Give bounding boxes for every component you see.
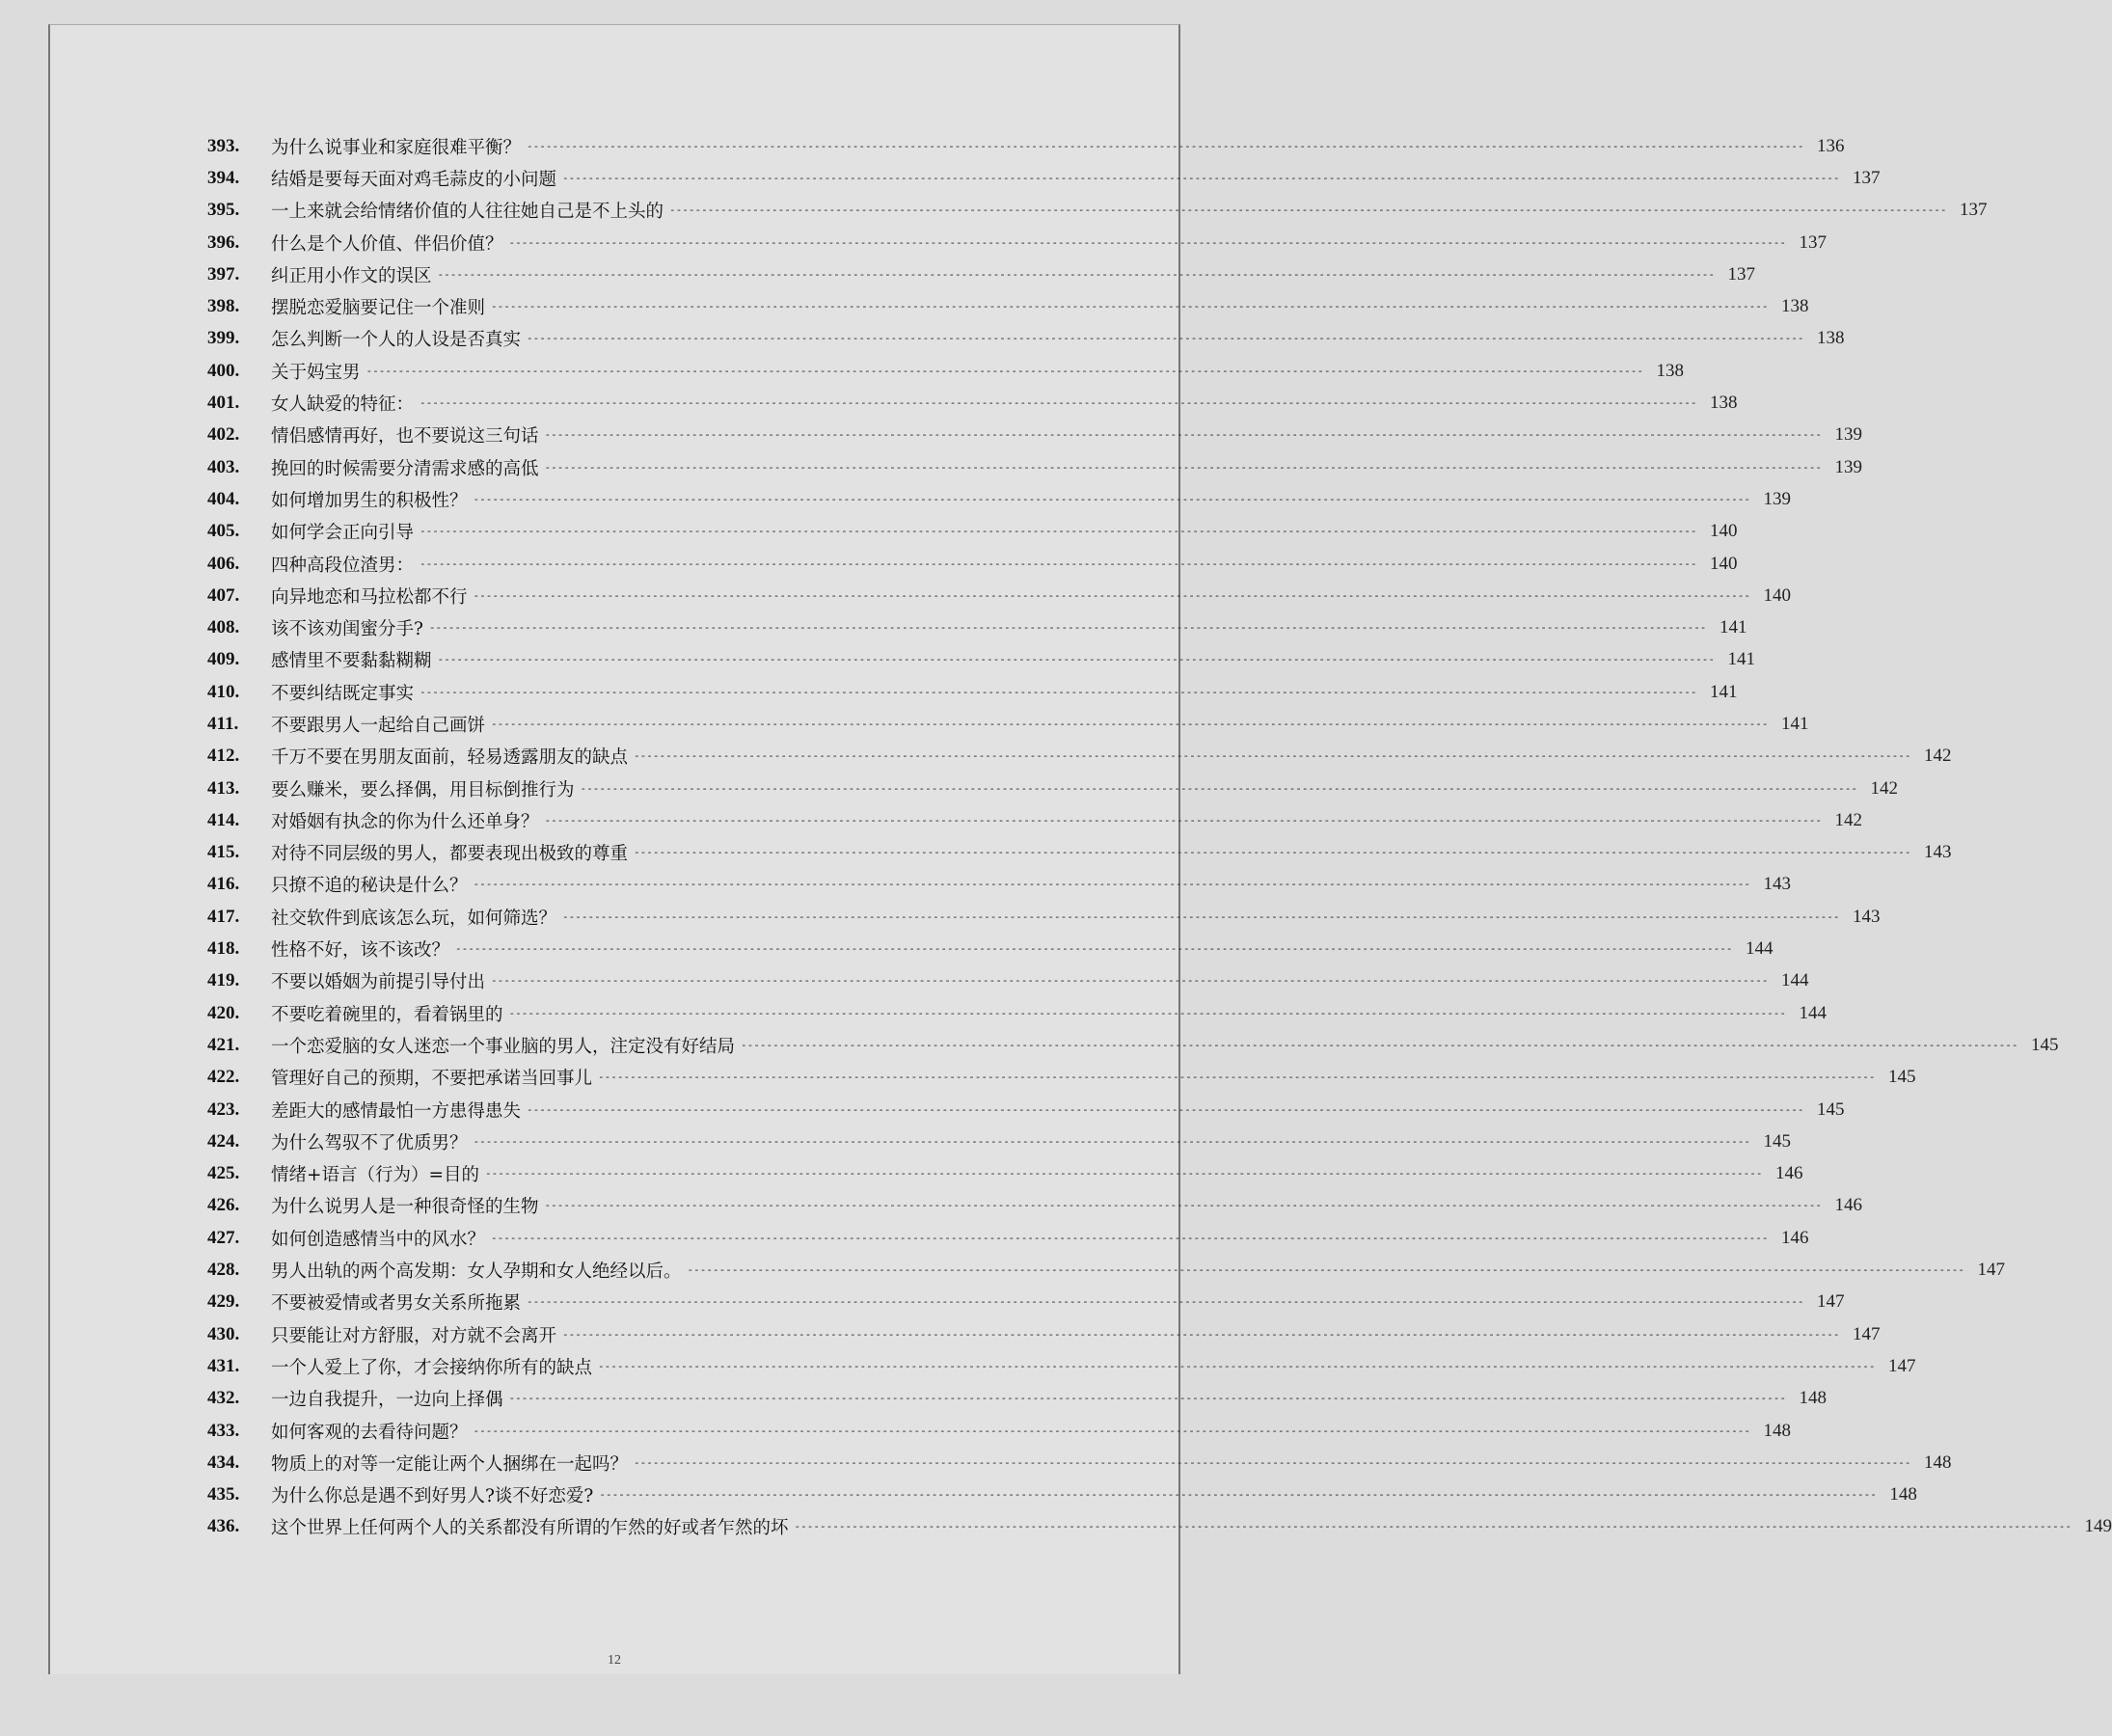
toc-entry[interactable] <box>207 1511 2112 1543</box>
toc-entry-page: 144 <box>1799 1002 1828 1023</box>
toc-entry-page: 139 <box>1834 456 1863 477</box>
toc-entry-number: 434. <box>207 1451 240 1473</box>
toc-entry-number: 412. <box>207 746 240 767</box>
toc-entry-page: 139 <box>1763 488 1792 509</box>
toc-entry-title: 为什么说事业和家庭很难平衡？ <box>271 137 522 158</box>
toc-leader-dashes: -------------------------------------------------------------------------------------------------------------------------------------------------------------------------------------------------------- <box>420 396 1697 410</box>
toc-entry-page: 146 <box>1775 1163 1803 1184</box>
toc-entry-number: 416. <box>207 874 240 895</box>
toc-entry[interactable] <box>207 420 1863 451</box>
toc-entry-title: 社交软件到底该怎么玩，如何筛选？ <box>271 908 557 929</box>
toc-entry-title: 要么赚米，要么择偶，用目标倒推行为 <box>271 779 575 800</box>
toc-entry-title: 挽回的时候需要分清需求感的高低 <box>271 458 539 479</box>
toc-entry-page: 148 <box>1799 1388 1828 1409</box>
toc-leader-dashes: -------------------------------------------------------------------------------------------------------------------------------------------------------------------------------------------------------- <box>420 556 1697 570</box>
toc-entry[interactable] <box>207 1222 1809 1254</box>
toc-entry-page: 144 <box>1781 970 1809 991</box>
toc-entry-number: 423. <box>207 1099 240 1120</box>
toc-entry-page: 142 <box>1834 809 1863 830</box>
toc-entry[interactable] <box>207 580 1792 611</box>
toc-entry-page: 141 <box>1719 617 1747 638</box>
toc-leader-dashes: -------------------------------------------------------------------------------------------------------------------------------------------------------------------------------------------------------- <box>598 1071 1876 1084</box>
toc-entry[interactable] <box>207 965 1809 997</box>
toc-entry[interactable] <box>207 130 1845 162</box>
toc-entry[interactable] <box>207 1478 1917 1510</box>
toc-entry[interactable] <box>207 804 1863 836</box>
toc-entry[interactable] <box>207 290 1809 322</box>
toc-entry-number: 414. <box>207 809 240 830</box>
toc-entry[interactable] <box>207 195 1988 227</box>
toc-leader-dashes: -------------------------------------------------------------------------------------------------------------------------------------------------------------------------------------------------------- <box>455 942 1733 956</box>
toc-entry-page: 137 <box>1853 167 1881 188</box>
toc-entry-title: 不要被爱情或者男女关系所拖累 <box>271 1293 522 1315</box>
toc-leader-dashes: -------------------------------------------------------------------------------------------------------------------------------------------------------------------------------------------------------- <box>420 525 1697 538</box>
toc-entry-page: 145 <box>1888 1067 1916 1088</box>
toc-entry-page: 143 <box>1853 906 1881 927</box>
toc-leader-dashes: -------------------------------------------------------------------------------------------------------------------------------------------------------------------------------------------------------- <box>687 1263 1965 1277</box>
toc-entry[interactable] <box>207 708 1809 740</box>
toc-entry-page: 140 <box>1763 584 1792 606</box>
toc-entry-title: 关于妈宝男 <box>271 362 361 383</box>
toc-leader-dashes: -------------------------------------------------------------------------------------------------------------------------------------------------------------------------------------------------------- <box>634 846 1911 859</box>
toc-entry-number: 419. <box>207 970 240 991</box>
toc-leader-dashes: -------------------------------------------------------------------------------------------------------------------------------------------------------------------------------------------------------- <box>527 1102 1804 1116</box>
toc-entry-number: 395. <box>207 200 240 221</box>
toc-entry-number: 400. <box>207 360 240 381</box>
toc-entry-number: 394. <box>207 167 240 188</box>
toc-entry[interactable] <box>207 387 1738 419</box>
toc-entry[interactable] <box>207 837 1952 869</box>
toc-entry-title: 一边自我提升，一边向上择偶 <box>271 1390 503 1411</box>
toc-leader-dashes: -------------------------------------------------------------------------------------------------------------------------------------------------------------------------------------------------------- <box>420 685 1697 698</box>
toc-leader-dashes: -------------------------------------------------------------------------------------------------------------------------------------------------------------------------------------------------------- <box>580 781 1858 795</box>
toc-entry-title: 一上来就会给情绪价值的人往往她自己是不上头的 <box>271 202 664 223</box>
toc-leader-dashes: -------------------------------------------------------------------------------------------------------------------------------------------------------------------------------------------------------- <box>794 1520 2072 1533</box>
toc-entry[interactable] <box>207 1350 1916 1382</box>
toc-entry-page: 139 <box>1834 424 1863 446</box>
toc-entry[interactable] <box>207 258 1756 290</box>
toc-entry-page: 144 <box>1746 938 1774 960</box>
toc-entry-page: 137 <box>1960 200 1988 221</box>
toc-leader-dashes: -------------------------------------------------------------------------------------------------------------------------------------------------------------------------------------------------------- <box>473 588 1751 602</box>
toc-entry-title: 情绪+语言（行为）=目的 <box>271 1165 480 1186</box>
toc-entry-title: 什么是个人价值、伴侣价值？ <box>271 233 503 255</box>
toc-entry-number: 415. <box>207 842 240 863</box>
toc-entry-number: 435. <box>207 1484 240 1505</box>
toc-entry-number: 431. <box>207 1355 240 1376</box>
toc-entry-number: 420. <box>207 1002 240 1023</box>
toc-leader-dashes: -------------------------------------------------------------------------------------------------------------------------------------------------------------------------------------------------------- <box>508 1392 1787 1405</box>
toc-leader-dashes: -------------------------------------------------------------------------------------------------------------------------------------------------------------------------------------------------------- <box>473 1134 1751 1148</box>
toc-entry-title: 向异地恋和马拉松都不行 <box>271 586 468 608</box>
toc-entry[interactable] <box>207 323 1845 355</box>
toc-entry[interactable] <box>207 548 1738 580</box>
toc-entry-title: 结婚是要每天面对鸡毛蒜皮的小问题 <box>271 169 557 190</box>
toc-leader-dashes: -------------------------------------------------------------------------------------------------------------------------------------------------------------------------------------------------------- <box>544 1199 1823 1212</box>
toc-entry-number: 429. <box>207 1291 240 1313</box>
toc-entry-page: 147 <box>1977 1260 2006 1281</box>
toc-entry-number: 396. <box>207 231 240 253</box>
toc-entry-page: 137 <box>1799 231 1828 253</box>
toc-entry-page: 146 <box>1834 1195 1863 1216</box>
toc-entry-page: 140 <box>1710 521 1738 542</box>
toc-entry-title: 物质上的对等一定能让两个人捆绑在一起吗？ <box>271 1453 629 1475</box>
toc-entry-page: 136 <box>1817 135 1845 156</box>
toc-entry-number: 404. <box>207 488 240 509</box>
toc-leader-dashes: -------------------------------------------------------------------------------------------------------------------------------------------------------------------------------------------------------- <box>544 813 1823 827</box>
toc-entry[interactable] <box>207 355 1685 387</box>
toc-entry-number: 393. <box>207 135 240 156</box>
toc-entry-page: 147 <box>1853 1323 1881 1344</box>
toc-entry-number: 418. <box>207 938 240 960</box>
toc-entry[interactable] <box>207 1318 1881 1350</box>
toc-entry-page: 138 <box>1656 360 1685 381</box>
toc-entry-number: 405. <box>207 521 240 542</box>
toc-leader-dashes: -------------------------------------------------------------------------------------------------------------------------------------------------------------------------------------------------------- <box>473 878 1751 891</box>
toc-entry[interactable] <box>207 1062 1916 1094</box>
toc-entry[interactable] <box>207 741 1952 773</box>
page-number: 12 <box>608 1653 621 1668</box>
toc-entry-number: 399. <box>207 328 240 349</box>
toc-entry[interactable] <box>207 1415 1792 1447</box>
toc-entry[interactable] <box>207 1190 1863 1222</box>
toc-entry-page: 138 <box>1781 296 1809 317</box>
toc-entry-title: 感情里不要黏黏糊糊 <box>271 651 432 672</box>
toc-leader-dashes: -------------------------------------------------------------------------------------------------------------------------------------------------------------------------------------------------------- <box>508 235 1787 249</box>
toc-entry-title: 不要纠结既定事实 <box>271 683 415 704</box>
toc-leader-dashes: -------------------------------------------------------------------------------------------------------------------------------------------------------------------------------------------------------- <box>437 653 1716 666</box>
toc-entry[interactable] <box>207 483 1792 515</box>
toc-entry-number: 421. <box>207 1034 240 1055</box>
toc-entry-number: 406. <box>207 553 240 574</box>
toc-leader-dashes: -------------------------------------------------------------------------------------------------------------------------------------------------------------------------------------------------------- <box>634 1455 1911 1469</box>
toc-entry-number: 413. <box>207 777 240 799</box>
toc-entry[interactable] <box>207 933 1774 964</box>
toc-entry-title: 如何创造感情当中的风水？ <box>271 1229 486 1250</box>
toc-leader-dashes: -------------------------------------------------------------------------------------------------------------------------------------------------------------------------------------------------------- <box>562 171 1840 184</box>
document-page <box>48 24 2112 1674</box>
toc-entry-title: 该不该劝闺蜜分手? <box>271 619 423 640</box>
toc-entry-number: 430. <box>207 1323 240 1344</box>
toc-entry-number: 403. <box>207 456 240 477</box>
toc-entry-title: 为什么你总是遇不到好男人?谈不好恋爱? <box>271 1486 594 1507</box>
toc-entry-title: 如何增加男生的积极性？ <box>271 490 468 511</box>
toc-entry-page: 143 <box>1924 842 1952 863</box>
toc-entry-page: 146 <box>1781 1227 1809 1248</box>
toc-entry-title: 这个世界上任何两个人的关系都没有所谓的乍然的好或者乍然的坏 <box>271 1518 789 1539</box>
toc-leader-dashes: -------------------------------------------------------------------------------------------------------------------------------------------------------------------------------------------------------- <box>544 460 1823 474</box>
toc-entry-page: 149 <box>2084 1516 2112 1537</box>
toc-entry-title: 管理好自己的预期，不要把承诺当回事儿 <box>271 1069 593 1090</box>
toc-entry[interactable] <box>207 227 1828 258</box>
toc-leader-dashes: -------------------------------------------------------------------------------------------------------------------------------------------------------------------------------------------------------- <box>741 1038 2018 1051</box>
toc-entry-page: 141 <box>1781 713 1809 734</box>
toc-entry-title: 情侣感情再好，也不要说这三句话 <box>271 426 539 448</box>
toc-entry[interactable] <box>207 644 1756 676</box>
toc-entry-title: 只撩不追的秘诀是什么？ <box>271 876 468 897</box>
toc-entry-title: 性格不好，该不该改？ <box>271 940 450 962</box>
toc-entry-page: 145 <box>2031 1034 2059 1055</box>
toc-entry-title: 为什么驾驭不了优质男？ <box>271 1132 468 1153</box>
toc-entry-title: 纠正用小作文的误区 <box>271 265 432 286</box>
toc-leader-dashes: -------------------------------------------------------------------------------------------------------------------------------------------------------------------------------------------------------- <box>599 1488 1877 1502</box>
toc-entry[interactable] <box>207 451 1863 483</box>
toc-entry[interactable] <box>207 869 1792 901</box>
toc-entry-title: 对待不同层级的男人，都要表现出极致的尊重 <box>271 844 629 865</box>
toc-entry-number: 402. <box>207 424 240 446</box>
toc-entry-number: 436. <box>207 1516 240 1537</box>
toc-entry-number: 428. <box>207 1260 240 1281</box>
toc-entry-title: 女人缺爱的特征： <box>271 394 415 416</box>
toc-leader-dashes: -------------------------------------------------------------------------------------------------------------------------------------------------------------------------------------------------------- <box>562 909 1840 923</box>
toc-entry-number: 427. <box>207 1227 240 1248</box>
toc-entry-title: 为什么说男人是一种很奇怪的生物 <box>271 1197 539 1218</box>
toc-entry-title: 差距大的感情最怕一方患得患失 <box>271 1100 522 1122</box>
toc-leader-dashes: -------------------------------------------------------------------------------------------------------------------------------------------------------------------------------------------------------- <box>491 1231 1769 1244</box>
toc-entry-number: 411. <box>207 713 239 734</box>
table-of-contents <box>207 130 2112 1543</box>
toc-entry-number: 417. <box>207 906 240 927</box>
toc-entry-page: 138 <box>1817 328 1845 349</box>
toc-entry-page: 143 <box>1763 874 1792 895</box>
toc-entry[interactable] <box>207 676 1738 708</box>
toc-entry-number: 432. <box>207 1388 240 1409</box>
toc-entry-page: 142 <box>1870 777 1899 799</box>
toc-entry-number: 398. <box>207 296 240 317</box>
toc-entry[interactable] <box>207 773 1899 804</box>
toc-entry[interactable] <box>207 1158 1803 1190</box>
toc-entry-page: 148 <box>1924 1451 1952 1473</box>
toc-entry-title: 千万不要在男朋友面前，轻易透露朋友的缺点 <box>271 747 629 769</box>
toc-entry[interactable] <box>207 1094 1845 1126</box>
toc-entry-page: 148 <box>1763 1420 1792 1441</box>
toc-entry[interactable] <box>207 1383 1828 1415</box>
toc-entry-page: 141 <box>1710 681 1738 702</box>
toc-entry-page: 145 <box>1817 1099 1845 1120</box>
toc-entry-number: 433. <box>207 1420 240 1441</box>
toc-entry[interactable] <box>207 1287 1845 1318</box>
toc-entry-title: 摆脱恋爱脑要记住一个准则 <box>271 298 486 319</box>
toc-entry[interactable] <box>207 1029 2059 1061</box>
toc-leader-dashes: -------------------------------------------------------------------------------------------------------------------------------------------------------------------------------------------------------- <box>491 300 1769 313</box>
toc-leader-dashes: -------------------------------------------------------------------------------------------------------------------------------------------------------------------------------------------------------- <box>491 974 1769 988</box>
toc-entry-title: 一个恋爱脑的女人迷恋一个事业脑的男人，注定没有好结局 <box>271 1036 736 1057</box>
toc-leader-dashes: -------------------------------------------------------------------------------------------------------------------------------------------------------------------------------------------------------- <box>473 492 1751 505</box>
toc-entry-page: 145 <box>1763 1130 1792 1152</box>
toc-entry-number: 409. <box>207 649 240 670</box>
toc-entry-title: 不要跟男人一起给自己画饼 <box>271 715 486 736</box>
toc-entry-number: 424. <box>207 1130 240 1152</box>
toc-entry-page: 147 <box>1888 1355 1916 1376</box>
toc-leader-dashes: -------------------------------------------------------------------------------------------------------------------------------------------------------------------------------------------------------- <box>562 1327 1840 1341</box>
toc-entry-number: 426. <box>207 1195 240 1216</box>
toc-leader-dashes: -------------------------------------------------------------------------------------------------------------------------------------------------------------------------------------------------------- <box>544 428 1823 442</box>
toc-entry[interactable] <box>207 1447 1952 1478</box>
toc-entry-number: 401. <box>207 393 240 414</box>
toc-entry-page: 140 <box>1710 553 1738 574</box>
toc-entry-number: 422. <box>207 1067 240 1088</box>
toc-entry-title: 怎么判断一个人的人设是否真实 <box>271 330 522 351</box>
toc-leader-dashes: -------------------------------------------------------------------------------------------------------------------------------------------------------------------------------------------------------- <box>491 717 1769 730</box>
toc-entry-title: 一个人爱上了你，才会接纳你所有的缺点 <box>271 1357 593 1378</box>
toc-leader-dashes: -------------------------------------------------------------------------------------------------------------------------------------------------------------------------------------------------------- <box>527 139 1804 152</box>
toc-leader-dashes: -------------------------------------------------------------------------------------------------------------------------------------------------------------------------------------------------------- <box>437 267 1716 281</box>
toc-leader-dashes: -------------------------------------------------------------------------------------------------------------------------------------------------------------------------------------------------------- <box>428 621 1707 635</box>
toc-entry-number: 410. <box>207 681 240 702</box>
toc-entry-title: 如何学会正向引导 <box>271 523 415 544</box>
toc-entry-page: 142 <box>1924 746 1952 767</box>
toc-leader-dashes: -------------------------------------------------------------------------------------------------------------------------------------------------------------------------------------------------------- <box>634 749 1911 763</box>
toc-leader-dashes: -------------------------------------------------------------------------------------------------------------------------------------------------------------------------------------------------------- <box>527 332 1804 345</box>
toc-leader-dashes: -------------------------------------------------------------------------------------------------------------------------------------------------------------------------------------------------------- <box>473 1424 1751 1437</box>
toc-entry-title: 如何客观的去看待问题？ <box>271 1422 468 1443</box>
toc-entry[interactable] <box>207 1254 2006 1286</box>
toc-leader-dashes: -------------------------------------------------------------------------------------------------------------------------------------------------------------------------------------------------------- <box>598 1359 1876 1372</box>
toc-entry-number: 408. <box>207 617 240 638</box>
toc-entry[interactable] <box>207 611 1747 643</box>
toc-entry-page: 147 <box>1817 1291 1845 1313</box>
toc-entry[interactable] <box>207 1126 1792 1157</box>
toc-entry-number: 407. <box>207 584 240 606</box>
toc-entry-number: 397. <box>207 263 240 285</box>
toc-leader-dashes: -------------------------------------------------------------------------------------------------------------------------------------------------------------------------------------------------------- <box>366 364 1644 377</box>
toc-entry-page: 137 <box>1727 263 1756 285</box>
toc-entry-title: 不要吃着碗里的，看着锅里的 <box>271 1004 503 1025</box>
toc-entry[interactable] <box>207 997 1828 1029</box>
toc-leader-dashes: -------------------------------------------------------------------------------------------------------------------------------------------------------------------------------------------------------- <box>485 1167 1763 1180</box>
toc-leader-dashes: -------------------------------------------------------------------------------------------------------------------------------------------------------------------------------------------------------- <box>669 203 1947 217</box>
toc-entry-title: 四种高段位渣男： <box>271 555 415 576</box>
toc-entry-title: 男人出轨的两个高发期：女人孕期和女人绝经以后。 <box>271 1261 682 1283</box>
toc-entry[interactable] <box>207 901 1881 933</box>
toc-entry[interactable] <box>207 516 1738 548</box>
toc-entry-number: 425. <box>207 1163 240 1184</box>
toc-leader-dashes: -------------------------------------------------------------------------------------------------------------------------------------------------------------------------------------------------------- <box>527 1295 1804 1309</box>
toc-leader-dashes: -------------------------------------------------------------------------------------------------------------------------------------------------------------------------------------------------------- <box>508 1006 1787 1019</box>
toc-entry-title: 不要以婚姻为前提引导付出 <box>271 972 486 993</box>
toc-entry-page: 148 <box>1889 1484 1917 1505</box>
toc-entry-title: 只要能让对方舒服，对方就不会离开 <box>271 1325 557 1346</box>
toc-entry-title: 对婚姻有执念的你为什么还单身？ <box>271 811 539 832</box>
toc-entry[interactable] <box>207 162 1881 194</box>
toc-entry-page: 141 <box>1727 649 1756 670</box>
toc-entry-page: 138 <box>1710 393 1738 414</box>
